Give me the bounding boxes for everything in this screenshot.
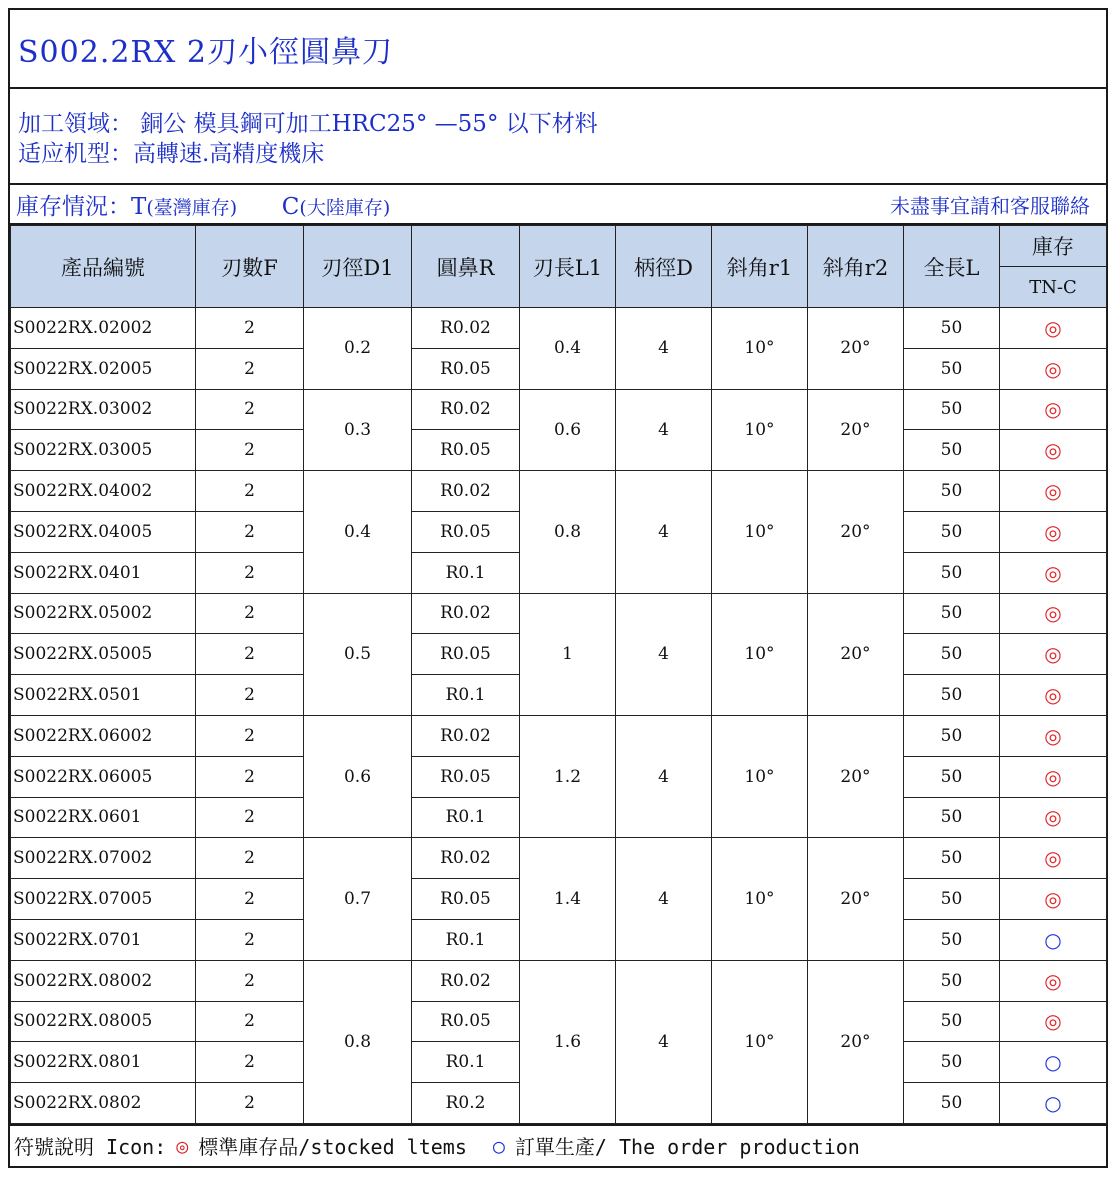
stock-status-label: 庫存情況：	[16, 193, 131, 220]
overall-length-cell: 50	[904, 348, 1000, 389]
corner-radius-cell: R0.1	[412, 1042, 520, 1083]
table-header	[11, 226, 1107, 308]
stock-cell	[1000, 593, 1107, 634]
angle-r1-cell: 10°	[712, 471, 808, 593]
angle-r2-cell: 20°	[808, 715, 904, 837]
legend	[10, 1124, 1106, 1166]
stock-cell	[1000, 715, 1107, 756]
stock-cell	[1000, 1042, 1107, 1083]
stocked-mark-icon: ◎	[1044, 683, 1062, 708]
flutes-cell: 2	[196, 1083, 304, 1124]
flutes-cell: 2	[196, 308, 304, 349]
stock-cell	[1000, 308, 1107, 349]
stocked-mark-icon: ◎	[1044, 560, 1062, 585]
table-row	[11, 471, 1107, 512]
corner-radius-cell: R0.02	[412, 389, 520, 430]
angle-r2-cell: 20°	[808, 471, 904, 593]
flute-length-cell: 0.6	[520, 389, 616, 471]
corner-radius-cell: R0.1	[412, 797, 520, 838]
shank-diameter-cell: 4	[616, 389, 712, 471]
product-code-cell: S0022RX.05002	[11, 593, 196, 634]
page-title: S002.2RX 2刃小徑圓鼻刀	[10, 10, 1106, 89]
stock-t-code: T	[131, 193, 147, 220]
stock-cell	[1000, 919, 1107, 960]
stock-cell	[1000, 1001, 1107, 1042]
stock-c-code: C	[281, 193, 300, 220]
product-code-cell: S0022RX.08002	[11, 960, 196, 1001]
table-row	[11, 715, 1107, 756]
contact-note: 未盡事宜請和客服聯絡	[890, 193, 1090, 218]
stocked-mark-icon: ◎	[1044, 723, 1062, 748]
angle-r1-cell: 10°	[712, 389, 808, 471]
stock-cell	[1000, 675, 1107, 716]
corner-radius-cell: R0.02	[412, 838, 520, 879]
angle-r2-cell: 20°	[808, 389, 904, 471]
processing-field-text: 加工領域： 銅公 模具鋼可加工HRC25° —55° 以下材料	[18, 111, 598, 137]
product-code-cell: S0022RX.07005	[11, 879, 196, 920]
product-code-cell: S0022RX.0601	[11, 797, 196, 838]
stock-cell	[1000, 389, 1107, 430]
header-flutes: 刃數F	[196, 226, 304, 308]
product-code-cell: S0022RX.04005	[11, 511, 196, 552]
corner-radius-cell: R0.02	[412, 960, 520, 1001]
overall-length-cell: 50	[904, 838, 1000, 879]
product-code-cell: S0022RX.03002	[11, 389, 196, 430]
legend-stocked-text: 標準庫存品/stocked ltems	[198, 1135, 467, 1160]
header-stock: 庫存	[1000, 226, 1107, 267]
stocked-mark-icon: ◎	[1044, 805, 1062, 830]
corner-radius-cell: R0.05	[412, 511, 520, 552]
order-mark-icon: ○	[1044, 927, 1062, 952]
flute-length-cell: 0.4	[520, 308, 616, 390]
overall-length-cell: 50	[904, 1042, 1000, 1083]
product-code-cell: S0022RX.0501	[11, 675, 196, 716]
corner-radius-cell: R0.1	[412, 552, 520, 593]
diameter-d1-cell: 0.8	[304, 960, 412, 1123]
stock-status	[16, 188, 390, 221]
shank-diameter-cell: 4	[616, 960, 712, 1123]
corner-radius-cell: R0.05	[412, 634, 520, 675]
angle-r1-cell: 10°	[712, 715, 808, 837]
corner-radius-cell: R0.05	[412, 756, 520, 797]
header-product-code: 產品編號	[11, 226, 196, 308]
table-row	[11, 389, 1107, 430]
order-mark-icon: ○	[1044, 1091, 1062, 1116]
stock-cell	[1000, 797, 1107, 838]
flutes-cell: 2	[196, 879, 304, 920]
angle-r2-cell: 20°	[808, 960, 904, 1123]
diameter-d1-cell: 0.2	[304, 308, 412, 390]
stock-cell	[1000, 634, 1107, 675]
shank-diameter-cell: 4	[616, 471, 712, 593]
stocked-mark-icon: ◎	[1044, 1009, 1062, 1034]
corner-radius-cell: R0.02	[412, 715, 520, 756]
stocked-mark-icon: ◎	[1044, 519, 1062, 544]
corner-radius-cell: R0.02	[412, 471, 520, 512]
overall-length-cell: 50	[904, 919, 1000, 960]
angle-r1-cell: 10°	[712, 838, 808, 960]
shank-diameter-cell: 4	[616, 593, 712, 715]
stocked-mark-icon: ◎	[1044, 887, 1062, 912]
stock-cell	[1000, 1083, 1107, 1124]
header-angle-r1: 斜角r1	[712, 226, 808, 308]
flute-length-cell: 1.2	[520, 715, 616, 837]
product-table	[10, 225, 1107, 1124]
stock-cell	[1000, 960, 1107, 1001]
angle-r1-cell: 10°	[712, 593, 808, 715]
product-code-cell: S0022RX.07002	[11, 838, 196, 879]
corner-radius-cell: R0.02	[412, 593, 520, 634]
overall-length-cell: 50	[904, 593, 1000, 634]
overall-length-cell: 50	[904, 471, 1000, 512]
flutes-cell: 2	[196, 348, 304, 389]
stocked-mark-icon: ◎	[1044, 356, 1062, 381]
flutes-cell: 2	[196, 593, 304, 634]
product-code-cell: S0022RX.0802	[11, 1083, 196, 1124]
flutes-cell: 2	[196, 797, 304, 838]
stock-cell	[1000, 511, 1107, 552]
shank-diameter-cell: 4	[616, 715, 712, 837]
info-section	[10, 89, 1106, 185]
shank-diameter-cell: 4	[616, 308, 712, 390]
flutes-cell: 2	[196, 675, 304, 716]
legend-label: 符號說明 Icon:	[14, 1135, 167, 1160]
order-mark-icon: ○	[1044, 1050, 1062, 1075]
flutes-cell: 2	[196, 756, 304, 797]
overall-length-cell: 50	[904, 1083, 1000, 1124]
stocked-mark-icon: ◎	[1044, 479, 1062, 504]
corner-radius-cell: R0.05	[412, 1001, 520, 1042]
table-body	[11, 308, 1107, 1124]
overall-length-cell: 50	[904, 430, 1000, 471]
stock-cell	[1000, 838, 1107, 879]
flutes-cell: 2	[196, 1001, 304, 1042]
stock-cell	[1000, 471, 1107, 512]
product-code-cell: S0022RX.0401	[11, 552, 196, 593]
stock-cell	[1000, 879, 1107, 920]
header-angle-r2: 斜角r2	[808, 226, 904, 308]
corner-radius-cell: R0.1	[412, 919, 520, 960]
product-code-cell: S0022RX.06005	[11, 756, 196, 797]
product-sheet	[8, 8, 1108, 1168]
product-code-cell: S0022RX.08005	[11, 1001, 196, 1042]
angle-r2-cell: 20°	[808, 593, 904, 715]
stocked-mark-icon: ◎	[1044, 968, 1062, 993]
overall-length-cell: 50	[904, 511, 1000, 552]
flute-length-cell: 0.8	[520, 471, 616, 593]
corner-radius-cell: R0.05	[412, 348, 520, 389]
table-row	[11, 960, 1107, 1001]
stocked-mark-icon: ◎	[1044, 764, 1062, 789]
overall-length-cell: 50	[904, 715, 1000, 756]
flute-length-cell: 1.4	[520, 838, 616, 960]
flutes-cell: 2	[196, 838, 304, 879]
diameter-d1-cell: 0.7	[304, 838, 412, 960]
flutes-cell: 2	[196, 715, 304, 756]
overall-length-cell: 50	[904, 797, 1000, 838]
product-code-cell: S0022RX.04002	[11, 471, 196, 512]
header-corner-radius: 圓鼻R	[412, 226, 520, 308]
table-row	[11, 838, 1107, 879]
stocked-mark-icon: ◎	[176, 1133, 189, 1158]
overall-length-cell: 50	[904, 1001, 1000, 1042]
diameter-d1-cell: 0.5	[304, 593, 412, 715]
flute-length-cell: 1	[520, 593, 616, 715]
flutes-cell: 2	[196, 511, 304, 552]
overall-length-cell: 50	[904, 756, 1000, 797]
overall-length-cell: 50	[904, 552, 1000, 593]
flutes-cell: 2	[196, 634, 304, 675]
stocked-mark-icon: ◎	[1044, 315, 1062, 340]
header-diameter-d1: 刃徑D1	[304, 226, 412, 308]
stock-cell	[1000, 348, 1107, 389]
stock-cell	[1000, 430, 1107, 471]
overall-length-cell: 50	[904, 389, 1000, 430]
diameter-d1-cell: 0.3	[304, 389, 412, 471]
shank-diameter-cell: 4	[616, 838, 712, 960]
stocked-mark-icon: ◎	[1044, 438, 1062, 463]
order-mark-icon: ○	[492, 1133, 505, 1158]
header-stock-sub: TN-C	[1000, 267, 1107, 308]
overall-length-cell: 50	[904, 675, 1000, 716]
stock-status-bar	[10, 185, 1106, 225]
corner-radius-cell: R0.02	[412, 308, 520, 349]
product-code-cell: S0022RX.0801	[11, 1042, 196, 1083]
flutes-cell: 2	[196, 389, 304, 430]
overall-length-cell: 50	[904, 308, 1000, 349]
corner-radius-cell: R0.1	[412, 675, 520, 716]
stock-c-desc: (大陸庫存)	[299, 196, 391, 219]
product-code-cell: S0022RX.06002	[11, 715, 196, 756]
diameter-d1-cell: 0.6	[304, 715, 412, 837]
product-code-cell: S0022RX.02005	[11, 348, 196, 389]
product-code-cell: S0022RX.03005	[11, 430, 196, 471]
header-shank-diameter: 柄徑D	[616, 226, 712, 308]
flutes-cell: 2	[196, 1042, 304, 1083]
angle-r2-cell: 20°	[808, 308, 904, 390]
flutes-cell: 2	[196, 919, 304, 960]
legend-order-text: 訂單生產/ The order production	[514, 1135, 860, 1160]
angle-r2-cell: 20°	[808, 838, 904, 960]
flutes-cell: 2	[196, 430, 304, 471]
overall-length-cell: 50	[904, 879, 1000, 920]
stocked-mark-icon: ◎	[1044, 601, 1062, 626]
flutes-cell: 2	[196, 552, 304, 593]
overall-length-cell: 50	[904, 960, 1000, 1001]
flutes-cell: 2	[196, 471, 304, 512]
stocked-mark-icon: ◎	[1044, 397, 1062, 422]
product-code-cell: S0022RX.02002	[11, 308, 196, 349]
machine-type-text: 适应机型：高轉速.高精度機床	[18, 141, 325, 167]
flute-length-cell: 1.6	[520, 960, 616, 1123]
angle-r1-cell: 10°	[712, 308, 808, 390]
stock-cell	[1000, 552, 1107, 593]
corner-radius-cell: R0.05	[412, 879, 520, 920]
header-overall-length: 全長L	[904, 226, 1000, 308]
table-row	[11, 308, 1107, 349]
angle-r1-cell: 10°	[712, 960, 808, 1123]
flutes-cell: 2	[196, 960, 304, 1001]
overall-length-cell: 50	[904, 634, 1000, 675]
table-row	[11, 593, 1107, 634]
header-flute-length: 刃長L1	[520, 226, 616, 308]
corner-radius-cell: R0.2	[412, 1083, 520, 1124]
stocked-mark-icon: ◎	[1044, 846, 1062, 871]
corner-radius-cell: R0.05	[412, 430, 520, 471]
stock-cell	[1000, 756, 1107, 797]
diameter-d1-cell: 0.4	[304, 471, 412, 593]
stock-t-desc: (臺灣庫存)	[146, 196, 238, 219]
product-code-cell: S0022RX.05005	[11, 634, 196, 675]
product-code-cell: S0022RX.0701	[11, 919, 196, 960]
stocked-mark-icon: ◎	[1044, 642, 1062, 667]
